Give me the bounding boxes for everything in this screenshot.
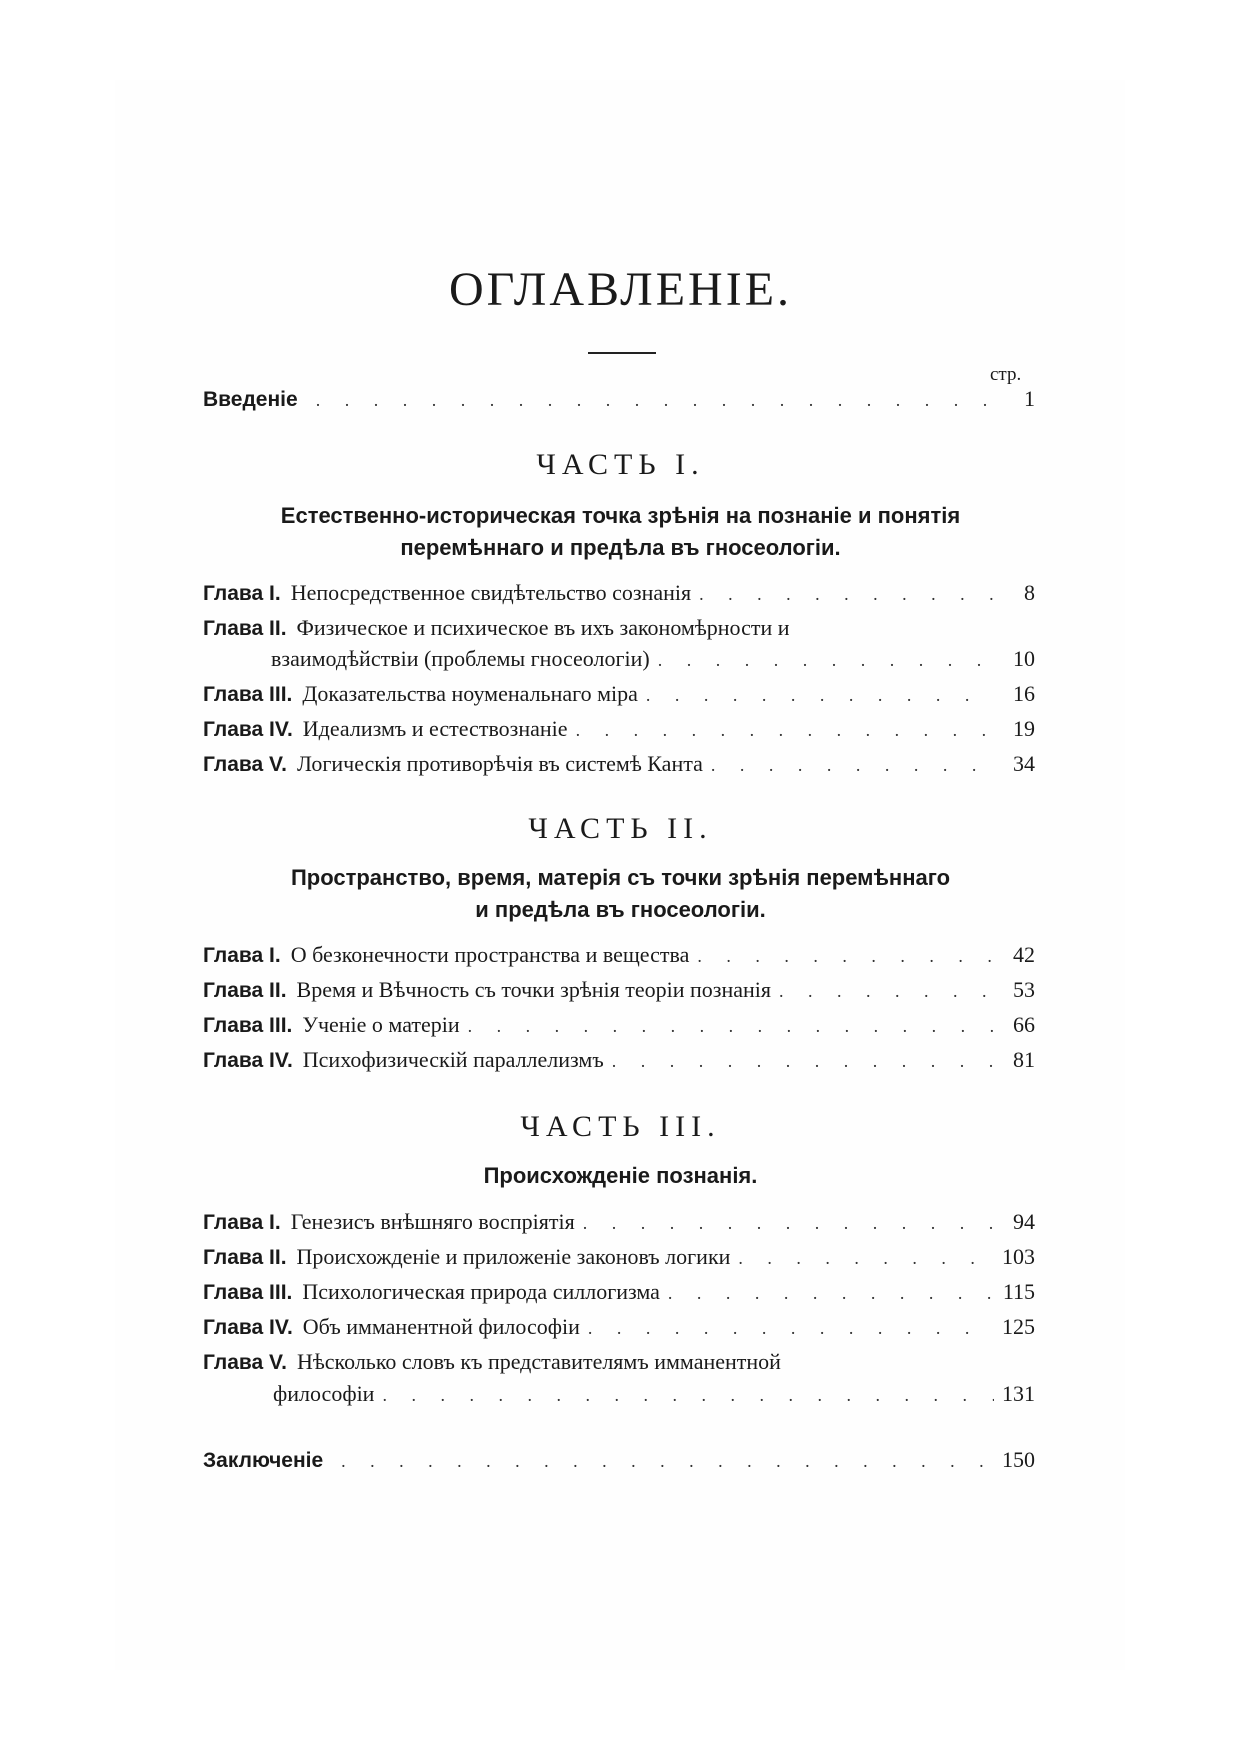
toc-entry[interactable] [203,1206,1035,1239]
part-3-subtitle-line: Происхожденіе познанія. [483,1163,758,1188]
toc-entry[interactable] [203,678,1035,711]
part-1-subtitle-line: Естественно-историческая точка зрѣнія на познаніе и понятія [280,503,961,528]
toc-entry-text: Время и Вѣчность съ точки зрѣнія теоріи познанія [296,977,772,1002]
toc-entry-label: Глава IV. [203,1316,293,1339]
leader-dots [588,1312,994,1344]
toc-entry[interactable] [203,939,1035,972]
toc-entry-page: 19 [1013,716,1035,741]
toc-entry-continuation[interactable] [271,643,1035,676]
toc-entry-label: Глава III. [203,683,293,706]
toc-entry-page: 131 [1002,1381,1035,1406]
part-2-subtitle-line: и предѣла въ гносеологіи. [475,897,766,922]
leader-dots [468,1010,995,1042]
toc-entry-text: Логическія противорѣчія въ системѣ Канта [296,751,703,776]
toc-entry[interactable] [203,1241,1035,1274]
toc-entry-page: 125 [1002,1314,1035,1339]
toc-entry-page: 16 [1013,681,1035,706]
leader-dots [583,1207,995,1239]
toc-entry[interactable] [203,1276,1035,1309]
toc-entry-page: 103 [1002,1244,1035,1269]
toc-entry-text: Генезисъ внѣшняго воспріятія [290,1209,575,1234]
toc-entry[interactable] [203,748,1035,781]
toc-entry-label: Глава I. [203,1211,281,1234]
toc-entry-label: Глава III. [203,1014,293,1037]
toc-entry-page: 66 [1013,1012,1035,1037]
toc-entry-text: Психофизическій параллелизмъ [302,1047,604,1072]
toc-entry-page: 42 [1013,942,1035,967]
leader-dots [658,644,995,676]
leader-dots [612,1045,995,1077]
leader-dots [341,1445,994,1477]
toc-entry[interactable] [203,1346,1035,1379]
toc-entry-text: Физическое и психическое въ ихъ закономѣрности и [296,615,790,640]
toc-entry-text: взаимодѣйствіи (проблемы гносеологіи) [271,646,650,671]
toc-entry[interactable] [203,713,1035,746]
toc-entry-text: Идеализмъ и естествознаніе [302,716,568,741]
toc-entry-label: Заключеніе [203,1449,324,1472]
part-2-subtitle-line: Пространство, время, матерія съ точки зрѣнія перемѣннаго [290,865,951,890]
part-1-subtitle-line: перемѣннаго и предѣла въ гносеологіи. [400,535,841,560]
toc-entry-page: 1 [1024,386,1035,411]
toc-entry-text: Происхожденіе и приложеніе законовъ логики [296,1244,731,1269]
toc-entry[interactable] [203,577,1035,610]
leader-dots [779,975,995,1007]
toc-entry-text: Нѣсколько словъ къ представителямъ имманентной [296,1349,781,1374]
toc-entry-label: Глава I. [203,944,281,967]
toc-entry-page: 150 [1002,1447,1035,1472]
toc-entry-text: Объ имманентной философіи [302,1314,580,1339]
toc-entry[interactable] [203,1009,1035,1042]
toc-entry-text: философіи [273,1381,375,1406]
toc-entry-intro[interactable] [203,383,1035,416]
title-divider [588,352,656,354]
leader-dots [699,578,995,610]
page-title: ОГЛАВЛЕНІЕ. [448,263,793,316]
toc-entry-text: Ученіе о матеріи [302,1012,460,1037]
toc-entry[interactable] [203,1044,1035,1077]
part-3-heading: ЧАСТЬ III. [520,1110,721,1143]
leader-dots [382,1379,994,1411]
toc-entry-label: Глава V. [203,753,287,776]
toc-entry-label: Глава I. [203,582,281,605]
leader-dots [738,1242,994,1274]
toc-entry-text: Непосредственное свидѣтельство сознанія [290,580,692,605]
leader-dots [316,384,995,416]
leader-dots [646,679,995,711]
toc-entry-label: Глава II. [203,1246,287,1269]
toc-entry-conclusion[interactable] [203,1444,1035,1477]
toc-entry-label: Глава V. [203,1351,287,1374]
toc-entry-label: Глава IV. [203,718,293,741]
toc-entry-text: Доказательства ноуменальнаго міра [302,681,638,706]
leader-dots [697,940,995,972]
toc-entry-page: 34 [1013,751,1035,776]
toc-entry-text: О безконечности пространства и вещества [290,942,690,967]
toc-entry-label: Глава II. [203,979,287,1002]
toc-entry[interactable] [203,974,1035,1007]
toc-entry-continuation[interactable] [273,1378,1035,1411]
toc-entry-page: 8 [1024,580,1035,605]
toc-entry-label: Глава II. [203,617,287,640]
toc-entry[interactable] [203,1311,1035,1344]
toc-entry[interactable] [203,612,1035,645]
toc-entry-page: 53 [1013,977,1035,1002]
part-2-heading: ЧАСТЬ II. [528,812,713,845]
page-column-label: стр. [990,364,1022,385]
toc-entry-text: Психологическая природа силлогизма [302,1279,660,1304]
leader-dots [668,1277,995,1309]
toc-entry-page: 81 [1013,1047,1035,1072]
toc-entry-label: Глава IV. [203,1049,293,1072]
toc-entry-page: 94 [1013,1209,1035,1234]
leader-dots [711,749,995,781]
toc-entry-label: Глава III. [203,1281,293,1304]
toc-entry-label: Введеніе [203,388,298,411]
leader-dots [576,714,995,746]
toc-entry-page: 10 [1013,646,1035,671]
part-1-heading: ЧАСТЬ I. [536,448,705,481]
toc-entry-page: 115 [1002,1279,1035,1304]
